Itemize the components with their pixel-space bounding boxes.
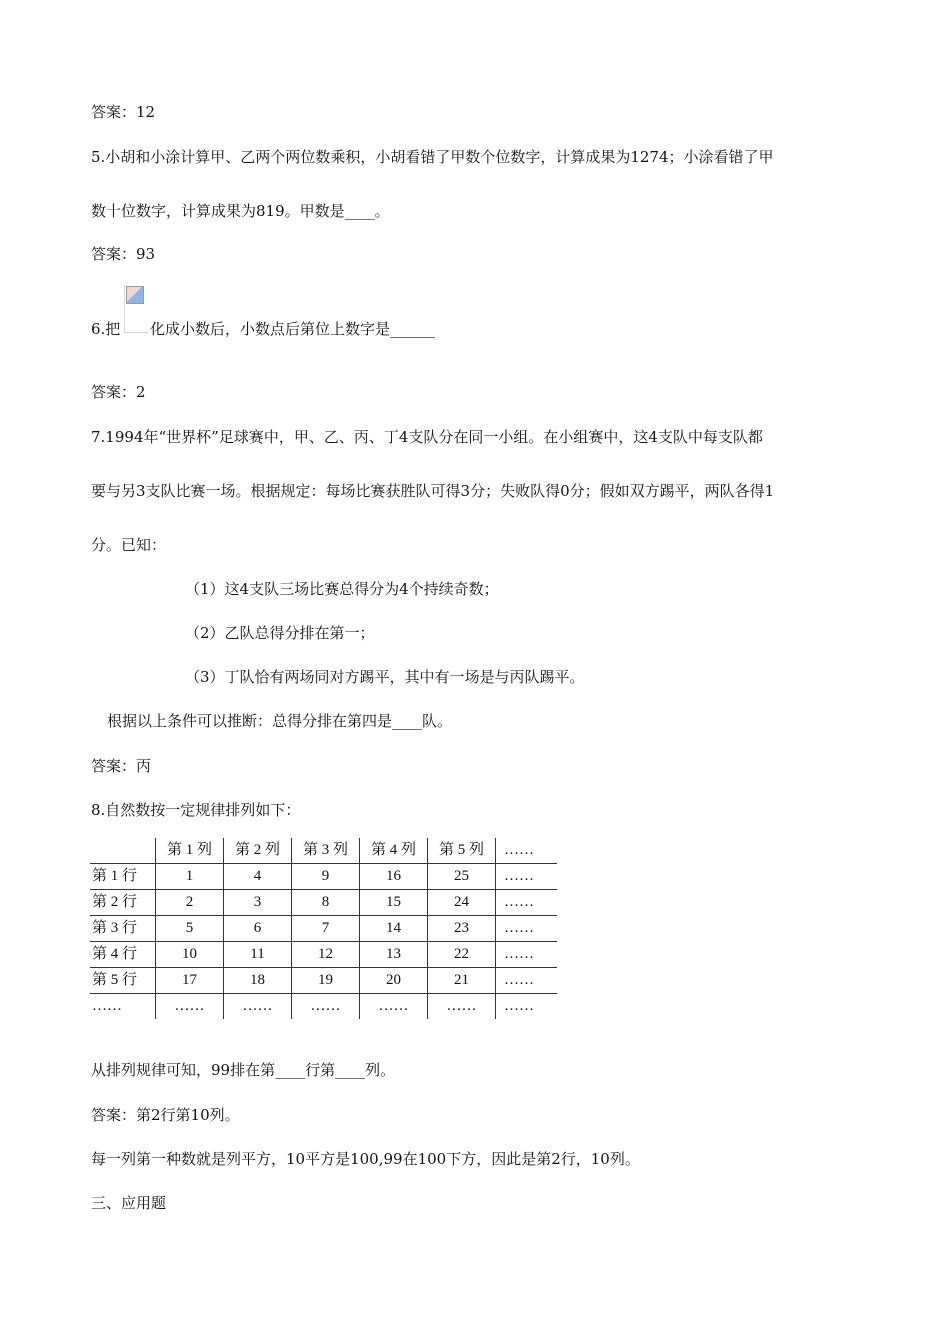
table-cell: 25 [428, 864, 496, 890]
table-cell: …… [496, 994, 558, 1020]
table-cell: 8 [292, 890, 360, 916]
row-header: 第 5 行 [90, 968, 156, 994]
table-cell: 6 [224, 916, 292, 942]
answer-4: 答案：12 [91, 103, 156, 121]
table-cell: 21 [428, 968, 496, 994]
table-cell: 5 [156, 916, 224, 942]
table-row [90, 994, 557, 1020]
question-7-line-2: 要与另3支队比赛一场。根据规定：每场比赛获胜队可得3分；失败队得0分；假如双方踢平，两队各得1 [91, 482, 775, 500]
table-cell: 16 [360, 864, 428, 890]
row-header: 第 2 行 [90, 890, 156, 916]
explanation-8: 每一列第一种数就是列平方，10平方是100,99在100下方，因此是第2行，10列。 [91, 1150, 640, 1168]
question-6-prefix: 6.把 [91, 320, 121, 338]
broken-image-icon [126, 286, 144, 304]
table-cell: 4 [224, 864, 292, 890]
question-7-condition-1: （1）这4支队三场比赛总得分为4个持续奇数； [185, 580, 499, 598]
row-header: 第 4 行 [90, 942, 156, 968]
table-row [90, 942, 557, 968]
table-cell: 1 [156, 864, 224, 890]
question-7-line-1: 7.1994年“世界杯”足球赛中，甲、乙、丙、丁4支队分在同一小组。在小组赛中，这4支队中每支队都 [91, 428, 763, 446]
table-cell: 17 [156, 968, 224, 994]
column-header: 第 3 列 [292, 838, 360, 864]
question-5-line-1: 5.小胡和小涂计算甲、乙两个两位数乘积，小胡看错了甲数个位数字，计算成果为1274；小涂看错了甲 [91, 148, 774, 166]
question-7-condition-3: （3）丁队恰有两场同对方踢平，其中有一场是与丙队踢平。 [185, 668, 585, 686]
table-corner-cell [90, 838, 156, 864]
question-7-line-3: 分。已知： [91, 536, 167, 554]
table-cell: 14 [360, 916, 428, 942]
table-cell: …… [224, 994, 292, 1020]
column-header: 第 5 列 [428, 838, 496, 864]
table-cell: 22 [428, 942, 496, 968]
table-cell: 7 [292, 916, 360, 942]
table-row [90, 890, 557, 916]
column-header: 第 4 列 [360, 838, 428, 864]
question-8-line-1: 8.自然数按一定规律排列如下： [91, 801, 301, 819]
table-row [90, 864, 557, 890]
table-cell: 23 [428, 916, 496, 942]
table-cell: …… [428, 994, 496, 1020]
table-cell: …… [496, 968, 558, 994]
table-cell: 15 [360, 890, 428, 916]
table-header-row [90, 838, 557, 864]
table-cell: …… [292, 994, 360, 1020]
table-cell: …… [360, 994, 428, 1020]
question-7-condition-2: （2）乙队总得分排在第一； [185, 624, 375, 642]
table-cell: 10 [156, 942, 224, 968]
column-header: 第 2 列 [224, 838, 292, 864]
table-cell: …… [496, 864, 558, 890]
question-8-question: 从排列规律可知，99排在第____行第____列。 [91, 1061, 396, 1079]
question-5-line-2: 数十位数字，计算成果为819。甲数是____。 [91, 202, 390, 220]
answer-5: 答案：93 [91, 245, 156, 263]
row-header: …… [90, 994, 156, 1020]
answer-6: 答案：2 [91, 383, 146, 401]
column-header: …… [496, 838, 558, 864]
table-cell: 18 [224, 968, 292, 994]
table-cell: …… [496, 942, 558, 968]
row-header: 第 3 行 [90, 916, 156, 942]
table-cell: …… [496, 916, 558, 942]
section-3-heading: 三、应用题 [91, 1194, 167, 1212]
answer-8: 答案：第2行第10列。 [91, 1106, 240, 1124]
table-cell: …… [156, 994, 224, 1020]
table-cell: 2 [156, 890, 224, 916]
answer-7: 答案：丙 [91, 757, 152, 775]
column-header: 第 1 列 [156, 838, 224, 864]
number-arrangement-table [90, 838, 557, 1019]
fraction-image [124, 285, 148, 333]
table-cell: 20 [360, 968, 428, 994]
question-6-suffix: 化成小数后，小数点后第位上数字是______ [150, 320, 436, 338]
table-cell: 11 [224, 942, 292, 968]
row-header: 第 1 行 [90, 864, 156, 890]
table-cell: 3 [224, 890, 292, 916]
table-cell: 13 [360, 942, 428, 968]
table-row [90, 968, 557, 994]
table-cell: …… [496, 890, 558, 916]
table-cell: 19 [292, 968, 360, 994]
table-cell: 24 [428, 890, 496, 916]
question-7-question: 根据以上条件可以推断：总得分排在第四是____队。 [107, 712, 453, 730]
table-cell: 9 [292, 864, 360, 890]
table-cell: 12 [292, 942, 360, 968]
table-row [90, 916, 557, 942]
